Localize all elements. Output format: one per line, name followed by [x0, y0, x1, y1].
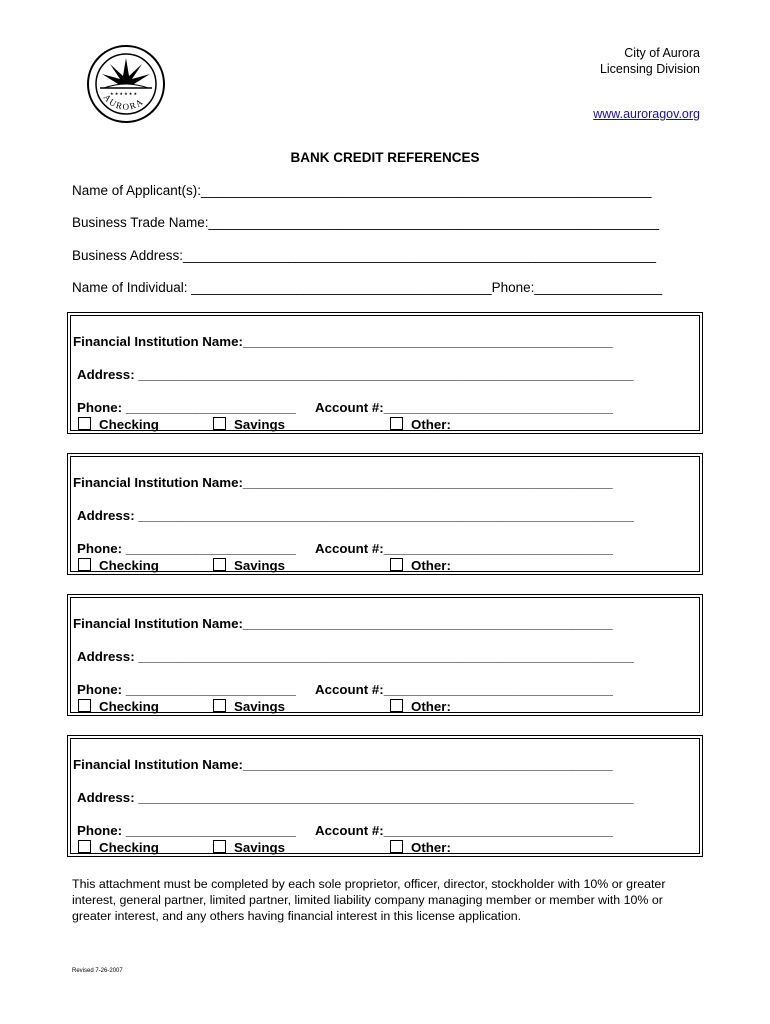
checking-label: Checking — [99, 417, 159, 432]
other-field[interactable]: Other:________________________ — [411, 417, 629, 432]
checking-label: Checking — [99, 558, 159, 573]
institution-phone-field[interactable]: Phone: _______________________ — [77, 541, 296, 556]
institution-block — [67, 312, 703, 434]
institution-name-field[interactable]: Financial Institution Name:__________________________________________________ — [73, 757, 613, 772]
applicant-name-field[interactable]: Name of Applicant(s):____________________________________________________________ — [72, 183, 652, 198]
institution-block — [67, 453, 703, 575]
institution-name-field[interactable]: Financial Institution Name:__________________________________________________ — [73, 616, 613, 631]
institution-address-field[interactable]: Address: ___________________________________________________________________ — [77, 790, 634, 805]
revision-date: Revised 7-26-2007 — [72, 968, 123, 974]
other-checkbox[interactable] — [390, 417, 403, 430]
savings-checkbox[interactable] — [213, 417, 226, 430]
savings-checkbox[interactable] — [213, 699, 226, 712]
other-checkbox[interactable] — [390, 558, 403, 571]
savings-checkbox[interactable] — [213, 558, 226, 571]
svg-text:★ ★ ★ ★ ★ ★: ★ ★ ★ ★ ★ ★ — [110, 91, 138, 96]
org-line-1: City of Aurora — [624, 46, 700, 60]
website-link[interactable]: www.auroragov.org — [593, 107, 700, 121]
institution-phone-field[interactable]: Phone: _______________________ — [77, 682, 296, 697]
business-address-field[interactable]: Business Address:_______________________________________________________________ — [72, 248, 657, 263]
business-trade-name-field[interactable]: Business Trade Name:____________________________________________________________ — [72, 215, 660, 230]
other-field[interactable]: Other:________________________ — [411, 558, 629, 573]
institution-block — [67, 594, 703, 716]
account-number-field[interactable]: Account #:_______________________________ — [315, 400, 613, 415]
institution-name-field[interactable]: Financial Institution Name:__________________________________________________ — [73, 475, 613, 490]
checking-label: Checking — [99, 699, 159, 714]
account-number-field[interactable]: Account #:_______________________________ — [315, 682, 613, 697]
other-checkbox[interactable] — [390, 840, 403, 853]
other-field[interactable]: Other:________________________ — [411, 699, 629, 714]
org-line-2: Licensing Division — [599, 62, 700, 76]
individual-name-phone-field[interactable]: Name of Individual: ________________________________________Phone:_________________ — [72, 280, 663, 295]
seal-ring-text: AURORA — [101, 92, 146, 112]
savings-checkbox[interactable] — [213, 840, 226, 853]
institution-block — [67, 735, 703, 857]
page-title: BANK CREDIT REFERENCES — [290, 150, 480, 165]
checking-checkbox[interactable] — [78, 558, 91, 571]
institution-address-field[interactable]: Address: ___________________________________________________________________ — [77, 649, 634, 664]
institution-name-field[interactable]: Financial Institution Name:__________________________________________________ — [73, 334, 613, 349]
checking-checkbox[interactable] — [78, 840, 91, 853]
instruction-note: This attachment must be completed by each sole proprietor, officer, director, stockholder with 10% or greater interest, general partner, limited partner, limited liability company managing member or member with 10% or greater interest, and any others having financial interest in this license application. — [72, 877, 666, 923]
account-number-field[interactable]: Account #:_______________________________ — [315, 823, 613, 838]
checking-label: Checking — [99, 840, 159, 855]
other-checkbox[interactable] — [390, 699, 403, 712]
checking-checkbox[interactable] — [78, 417, 91, 430]
account-number-field[interactable]: Account #:_______________________________ — [315, 541, 613, 556]
other-field[interactable]: Other:________________________ — [411, 840, 629, 855]
institution-address-field[interactable]: Address: ___________________________________________________________________ — [77, 367, 634, 382]
savings-label: Savings — [234, 558, 285, 573]
savings-label: Savings — [234, 840, 285, 855]
aurora-city-seal-icon — [86, 44, 166, 124]
institution-address-field[interactable]: Address: ___________________________________________________________________ — [77, 508, 634, 523]
savings-label: Savings — [234, 699, 285, 714]
savings-label: Savings — [234, 417, 285, 432]
institution-phone-field[interactable]: Phone: _______________________ — [77, 823, 296, 838]
checking-checkbox[interactable] — [78, 699, 91, 712]
institution-phone-field[interactable]: Phone: _______________________ — [77, 400, 296, 415]
